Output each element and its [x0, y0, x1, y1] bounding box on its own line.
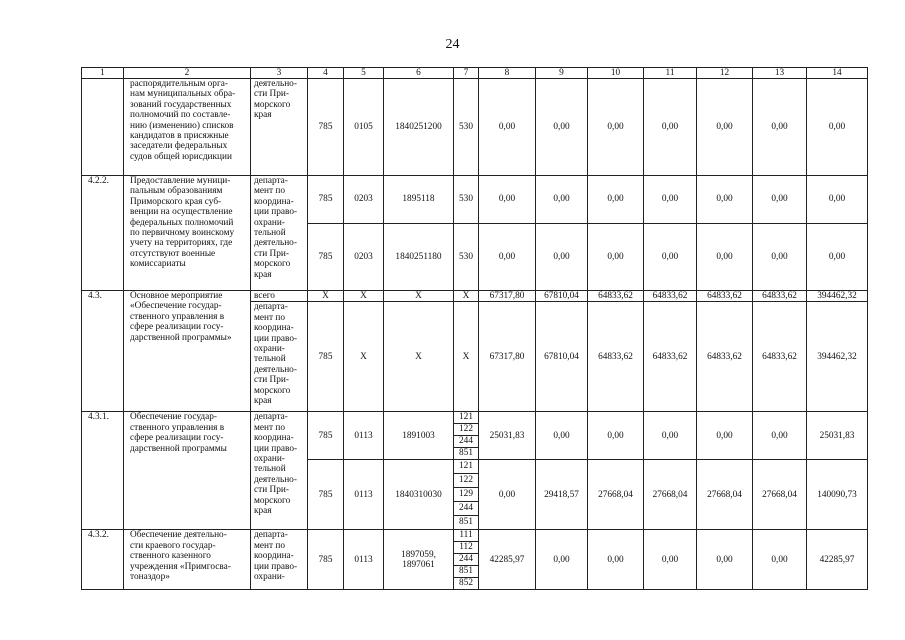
vr-cell: Х	[454, 302, 479, 412]
table-row	[82, 79, 868, 176]
value-cell: 64833,62	[588, 302, 644, 412]
csr-cell: Х	[384, 302, 454, 412]
vr-code-cell: 244	[454, 502, 479, 516]
value-cell: 25031,83	[479, 412, 536, 460]
table-row	[82, 176, 868, 224]
csr-cell: 1897059, 1897061	[384, 530, 454, 590]
vr-cell: 530	[454, 79, 479, 176]
rz-cell: 0113	[344, 412, 384, 460]
row-description: Обеспечение деятельно- сти краевого государ- ственного казенного учреждения «Примгосва- тоназдор»	[124, 530, 251, 590]
column-header: 7	[454, 68, 479, 79]
csr-cell: 1840251180	[384, 224, 454, 291]
value-cell: 0,00	[697, 530, 753, 590]
vr-code-cell: 244	[454, 436, 479, 448]
value-cell: 29418,57	[536, 460, 588, 530]
csr-cell: 1895118	[384, 176, 454, 224]
value-cell: 0,00	[644, 79, 697, 176]
row-description: распорядительным орга- нам муниципальных обра- зований государственных полномочий по составле- нию (изменению) списков кандидатов в присяжные заседатели федеральных судов общей юрисдикции	[124, 79, 251, 176]
value-cell: 64833,62	[697, 302, 753, 412]
rz-cell: 0105	[344, 79, 384, 176]
csr-cell: 1840251200	[384, 79, 454, 176]
rz-cell: 0203	[344, 176, 384, 224]
column-header: 5	[344, 68, 384, 79]
vr-code-cell: 244	[454, 554, 479, 566]
vr-code-cell: 111	[454, 530, 479, 542]
rz-cell: 0203	[344, 224, 384, 291]
csr-cell: 1840310030	[384, 460, 454, 530]
column-header: 4	[308, 68, 344, 79]
vr-code-cell: 129	[454, 488, 479, 502]
value-cell: 0,00	[536, 224, 588, 291]
column-header: 13	[753, 68, 807, 79]
value-cell: 0,00	[536, 412, 588, 460]
vr-code-cell: 851	[454, 516, 479, 530]
grbs-cell: 785	[308, 176, 344, 224]
value-cell: 0,00	[644, 176, 697, 224]
vr-code-cell: 121	[454, 412, 479, 424]
value-cell: 0,00	[536, 530, 588, 590]
value-cell: 0,00	[807, 224, 868, 291]
value-cell: 64833,62	[753, 302, 807, 412]
column-header: 2	[124, 68, 251, 79]
value-cell: 0,00	[588, 224, 644, 291]
grbs-cell: 785	[308, 302, 344, 412]
value-cell: 0,00	[753, 530, 807, 590]
value-cell: 0,00	[479, 460, 536, 530]
csr-cell: Х	[384, 291, 454, 302]
value-cell: 25031,83	[807, 412, 868, 460]
value-cell: 64833,62	[588, 291, 644, 302]
value-cell: 0,00	[753, 79, 807, 176]
value-cell: 394462,32	[807, 302, 868, 412]
value-cell: 0,00	[536, 176, 588, 224]
column-header: 8	[479, 68, 536, 79]
row-total-label: всего	[251, 291, 308, 302]
budget-table	[81, 67, 868, 590]
vr-cell: Х	[454, 291, 479, 302]
rz-cell: 0113	[344, 460, 384, 530]
vr-code-cell: 852	[454, 578, 479, 590]
column-header: 1	[82, 68, 124, 79]
column-header: 11	[644, 68, 697, 79]
value-cell: 0,00	[753, 224, 807, 291]
grbs-cell: 785	[308, 224, 344, 291]
value-cell: 0,00	[644, 412, 697, 460]
row-id: 4.3.	[82, 291, 124, 412]
value-cell: 0,00	[588, 79, 644, 176]
value-cell: 0,00	[697, 79, 753, 176]
vr-code-cell: 851	[454, 566, 479, 578]
column-header: 6	[384, 68, 454, 79]
column-header: 9	[536, 68, 588, 79]
grbs-cell: 785	[308, 530, 344, 590]
table-row	[82, 291, 868, 302]
value-cell: 27668,04	[588, 460, 644, 530]
row-id: 4.2.2.	[82, 176, 124, 291]
value-cell: 0,00	[697, 412, 753, 460]
row-executor: департа- мент по координа- ции право- охрани- тельной деятельно- сти При- морского края	[251, 412, 308, 530]
vr-code-cell: 122	[454, 474, 479, 488]
value-cell: 0,00	[588, 412, 644, 460]
value-cell: 67317,80	[479, 291, 536, 302]
table-row	[82, 530, 868, 542]
value-cell: 64833,62	[644, 302, 697, 412]
rz-cell: Х	[344, 291, 384, 302]
page-number: 24	[445, 37, 460, 52]
value-cell: 0,00	[588, 530, 644, 590]
column-header: 14	[807, 68, 868, 79]
value-cell: 27668,04	[753, 460, 807, 530]
value-cell: 140090,73	[807, 460, 868, 530]
row-description: Обеспечение государ- ственного управления в сфере реализации госу- дарственной программы	[124, 412, 251, 530]
value-cell: 0,00	[644, 224, 697, 291]
value-cell: 0,00	[807, 79, 868, 176]
vr-cell: 530	[454, 224, 479, 291]
value-cell: 0,00	[807, 176, 868, 224]
column-header: 12	[697, 68, 753, 79]
row-description: Основное мероприятие «Обеспечение государ- ственного управления в сфере реализации госу- дарственной программы»	[124, 291, 251, 412]
header-row	[82, 68, 868, 79]
row-id: 4.3.1.	[82, 412, 124, 530]
value-cell: 67810,04	[536, 302, 588, 412]
value-cell: 67317,80	[479, 302, 536, 412]
value-cell: 0,00	[697, 224, 753, 291]
value-cell: 0,00	[644, 530, 697, 590]
row-id	[82, 79, 124, 176]
vr-cell: 530	[454, 176, 479, 224]
vr-code-cell: 112	[454, 542, 479, 554]
value-cell: 0,00	[479, 79, 536, 176]
value-cell: 67810,04	[536, 291, 588, 302]
rz-cell: Х	[344, 302, 384, 412]
row-executor: департа- мент по координа- ции право- охрани- тельной деятельно- сти При- морского края	[251, 302, 308, 412]
value-cell: 64833,62	[697, 291, 753, 302]
value-cell: 64833,62	[753, 291, 807, 302]
value-cell: 0,00	[588, 176, 644, 224]
grbs-cell: 785	[308, 460, 344, 530]
grbs-cell: 785	[308, 79, 344, 176]
value-cell: 0,00	[753, 412, 807, 460]
grbs-cell: Х	[308, 291, 344, 302]
value-cell: 0,00	[479, 176, 536, 224]
value-cell: 0,00	[753, 176, 807, 224]
value-cell: 27668,04	[644, 460, 697, 530]
grbs-cell: 785	[308, 412, 344, 460]
row-id: 4.3.2.	[82, 530, 124, 590]
row-description: Предоставление муници- пальным образованиям Приморского края суб- венции на осуществление федеральных полномочий по первичному воинскому учету на территориях, где отсутствуют военные комиссариаты	[124, 176, 251, 291]
table-row	[82, 412, 868, 424]
value-cell: 27668,04	[697, 460, 753, 530]
csr-cell: 1891003	[384, 412, 454, 460]
value-cell: 64833,62	[644, 291, 697, 302]
row-executor: департа- мент по координа- ции право- охрани- тельной деятельно- сти При- морского края	[251, 176, 308, 291]
value-cell: 0,00	[697, 176, 753, 224]
vr-code-cell: 121	[454, 460, 479, 474]
column-header: 10	[588, 68, 644, 79]
row-executor: департа- мент по координа- ции право- охрани-	[251, 530, 308, 590]
value-cell: 394462,32	[807, 291, 868, 302]
value-cell: 0,00	[536, 79, 588, 176]
value-cell: 42285,97	[479, 530, 536, 590]
value-cell: 42285,97	[807, 530, 868, 590]
value-cell: 0,00	[479, 224, 536, 291]
vr-code-cell: 851	[454, 448, 479, 460]
rz-cell: 0113	[344, 530, 384, 590]
column-header: 3	[251, 68, 308, 79]
vr-code-cell: 122	[454, 424, 479, 436]
row-executor: деятельно- сти При- морского края	[251, 79, 308, 176]
